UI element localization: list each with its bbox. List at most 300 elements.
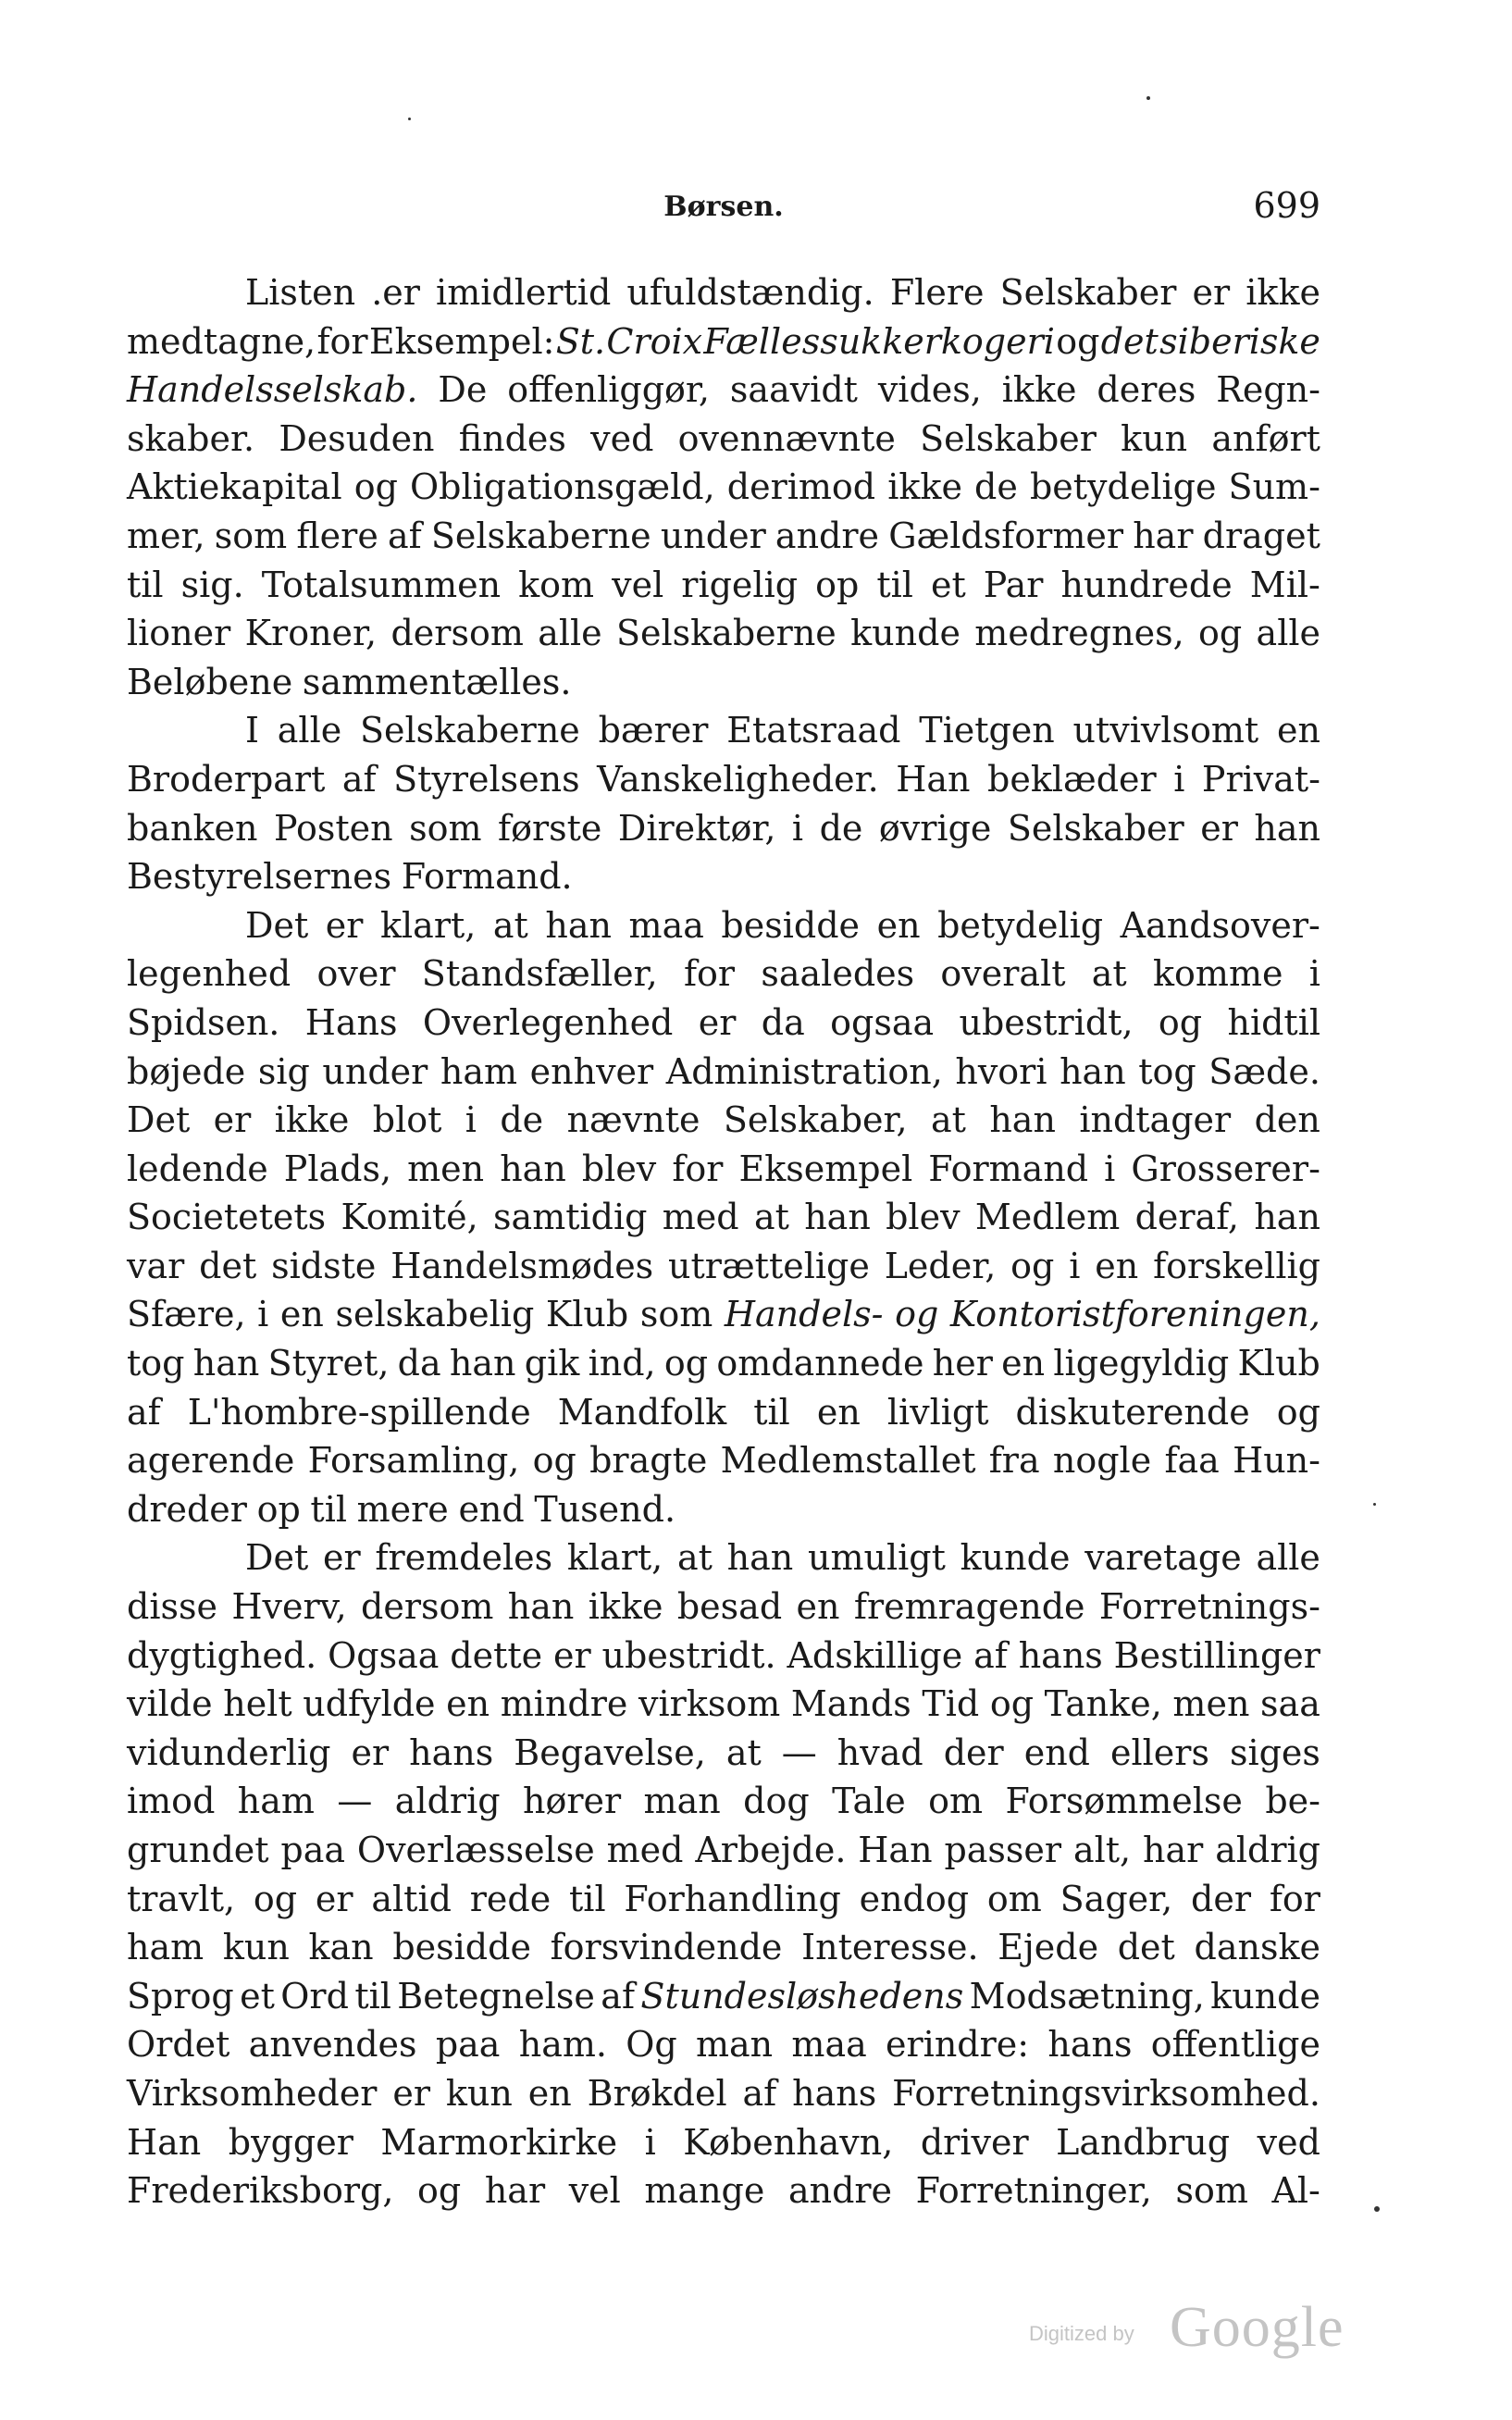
word: Styret, bbox=[267, 1343, 390, 1384]
word: draget bbox=[1202, 515, 1320, 556]
word: dette bbox=[450, 1634, 543, 1676]
word: Hverv, bbox=[231, 1586, 347, 1628]
text-line bbox=[127, 512, 1320, 561]
text-line bbox=[127, 706, 1320, 755]
word: kunde bbox=[960, 1537, 1071, 1579]
text-line bbox=[127, 1339, 1320, 1388]
text-line bbox=[127, 1582, 1320, 1632]
word: af bbox=[387, 515, 422, 556]
word: Sfære, bbox=[127, 1294, 246, 1335]
word: beklæder bbox=[987, 758, 1157, 800]
word: be- bbox=[1265, 1781, 1320, 1822]
word: om bbox=[928, 1781, 984, 1822]
word: med bbox=[606, 1830, 684, 1870]
word: Posten bbox=[273, 807, 393, 849]
word: danske bbox=[1194, 1927, 1320, 1968]
word: siberiske bbox=[1159, 320, 1320, 362]
word: Ejede bbox=[998, 1927, 1099, 1968]
word: han bbox=[507, 1586, 575, 1628]
word: Tanke, bbox=[1044, 1683, 1162, 1725]
paragraph bbox=[127, 706, 1320, 900]
word: — bbox=[337, 1781, 373, 1822]
word: gik bbox=[524, 1343, 580, 1384]
word: og bbox=[1010, 1245, 1055, 1286]
word: end bbox=[1023, 1731, 1090, 1773]
word: over bbox=[316, 953, 396, 995]
word: er bbox=[351, 1731, 390, 1773]
word: Bestillinger bbox=[1113, 1634, 1320, 1676]
word: Eksempel: bbox=[368, 320, 555, 362]
word: hans bbox=[1047, 2024, 1133, 2066]
word: udfylde bbox=[303, 1683, 436, 1725]
word: og bbox=[663, 1343, 709, 1384]
word: utvivlsomt bbox=[1072, 710, 1259, 751]
text-line bbox=[127, 2020, 1320, 2069]
word: Begavelse, bbox=[514, 1731, 706, 1773]
word: blev bbox=[886, 1197, 960, 1238]
word: diskuterende bbox=[1015, 1391, 1250, 1433]
word: bygger bbox=[228, 2121, 353, 2163]
word: samtidig bbox=[493, 1197, 648, 1238]
word: Sager, bbox=[1060, 1878, 1173, 1919]
text-line bbox=[127, 2069, 1320, 2118]
word: Etatsraad bbox=[726, 710, 901, 751]
word: de bbox=[819, 807, 863, 849]
text-line bbox=[127, 1826, 1320, 1875]
word: ovennævnte bbox=[677, 417, 896, 459]
word: paa bbox=[435, 2024, 501, 2066]
word: Spidsen. bbox=[127, 1001, 280, 1043]
word: at bbox=[931, 1099, 966, 1141]
word: medregnes, bbox=[974, 613, 1184, 654]
word: den bbox=[1254, 1099, 1320, 1141]
word: Ord bbox=[280, 1975, 349, 2017]
word: rede bbox=[469, 1878, 552, 1919]
word: Leder, bbox=[884, 1245, 997, 1286]
word: i bbox=[791, 807, 804, 849]
word: at bbox=[753, 1197, 789, 1238]
word: ogsaa bbox=[830, 1001, 935, 1043]
word: men bbox=[1172, 1683, 1250, 1725]
text-line bbox=[127, 1485, 1320, 1534]
word: af bbox=[341, 758, 377, 800]
word: og bbox=[417, 2170, 462, 2212]
text-line bbox=[127, 999, 1320, 1048]
word: en bbox=[876, 904, 921, 946]
word: Han bbox=[896, 758, 971, 800]
word: fremdeles bbox=[375, 1537, 553, 1579]
word: han bbox=[989, 1099, 1056, 1141]
word: Handelsselskab. bbox=[127, 369, 418, 411]
word: Arbejde. bbox=[695, 1830, 847, 1870]
word: har bbox=[484, 2170, 546, 2212]
page-number: 699 bbox=[1253, 185, 1320, 226]
paragraph bbox=[127, 1533, 1320, 2215]
word: legenhed bbox=[127, 953, 291, 995]
word: hvad bbox=[837, 1731, 923, 1773]
text-line bbox=[127, 1875, 1320, 1924]
word: faa bbox=[1164, 1440, 1220, 1482]
word: Marmorkirke bbox=[380, 2121, 618, 2163]
word: ufuldstændig. bbox=[626, 272, 874, 313]
word: Og bbox=[626, 2024, 677, 2066]
word: og bbox=[253, 1878, 298, 1919]
scan-speck bbox=[408, 118, 411, 120]
word: anført bbox=[1211, 417, 1320, 459]
word: han bbox=[449, 1343, 516, 1384]
word: der bbox=[1191, 1878, 1252, 1919]
word: Stundesløshedens bbox=[640, 1975, 964, 2017]
word: findes bbox=[458, 417, 566, 459]
word: dog bbox=[743, 1781, 810, 1822]
word: til bbox=[753, 1391, 790, 1433]
word: aldrig bbox=[394, 1781, 501, 1822]
word: der bbox=[943, 1731, 1004, 1773]
word: Vanskeligheder. bbox=[597, 758, 879, 800]
word: offentlige bbox=[1150, 2024, 1320, 2066]
word: nogle bbox=[1052, 1440, 1152, 1482]
word: Selskaberne bbox=[616, 613, 837, 654]
text-line bbox=[127, 901, 1320, 950]
word: alle bbox=[1256, 1537, 1320, 1579]
text-line bbox=[127, 1242, 1320, 1291]
word: Ordet bbox=[127, 2024, 230, 2066]
text-line bbox=[127, 949, 1320, 999]
word: komme bbox=[1153, 953, 1283, 995]
text-line bbox=[127, 1777, 1320, 1826]
word: skaber. bbox=[127, 417, 255, 459]
word: kom bbox=[518, 564, 595, 605]
word: Desuden bbox=[279, 417, 435, 459]
word: et bbox=[930, 564, 966, 605]
word: Forsømmelse bbox=[1005, 1781, 1243, 1822]
word: Selskaber bbox=[999, 272, 1177, 313]
word: Selskaberne bbox=[360, 710, 580, 751]
word: helt bbox=[223, 1683, 292, 1725]
word: ikke bbox=[588, 1586, 663, 1628]
word: mange bbox=[644, 2170, 765, 2212]
word: og bbox=[1276, 1391, 1320, 1433]
word: Sum- bbox=[1228, 466, 1320, 508]
word: varetage bbox=[1084, 1537, 1242, 1579]
word: ham bbox=[440, 1050, 518, 1092]
word: som bbox=[639, 1294, 713, 1335]
word: Formand. bbox=[401, 856, 573, 898]
word: deraf, bbox=[1134, 1197, 1240, 1238]
word: første bbox=[498, 807, 602, 849]
word: Overlegenhed bbox=[422, 1001, 674, 1043]
word: Croix bbox=[606, 320, 703, 362]
word: forsvindende bbox=[550, 1927, 783, 1968]
word: Virksomheder bbox=[127, 2072, 378, 2114]
word: Societetets bbox=[127, 1197, 327, 1238]
word: og bbox=[1158, 1001, 1203, 1043]
word: ikke bbox=[1246, 272, 1320, 313]
word: Beløbene bbox=[127, 661, 293, 702]
word: til bbox=[310, 1488, 347, 1530]
word: dersom bbox=[390, 613, 524, 654]
word: Overlæsselse bbox=[356, 1830, 595, 1870]
word: Hans bbox=[304, 1001, 398, 1043]
word: disse bbox=[127, 1586, 217, 1628]
word: Hun- bbox=[1233, 1440, 1320, 1482]
word: et bbox=[240, 1975, 275, 2017]
word: Fællessukkerkogeri bbox=[703, 320, 1055, 362]
word: for bbox=[672, 1148, 724, 1189]
text-line bbox=[127, 317, 1320, 366]
word: Forsamling, bbox=[307, 1440, 520, 1482]
word: Plads, bbox=[283, 1148, 392, 1189]
word: i bbox=[465, 1099, 477, 1141]
word: som bbox=[409, 807, 482, 849]
word: agerende bbox=[127, 1440, 295, 1482]
word: har bbox=[1143, 1830, 1204, 1870]
google-logo: Google bbox=[1170, 2296, 1345, 2359]
word: Aandsover- bbox=[1120, 904, 1320, 946]
word: en bbox=[1095, 1245, 1139, 1286]
word: sig. bbox=[180, 564, 244, 605]
word: er bbox=[553, 1634, 591, 1676]
word: op bbox=[256, 1488, 301, 1530]
word: hans bbox=[409, 1731, 494, 1773]
word: Listen bbox=[245, 272, 356, 313]
word: siges bbox=[1229, 1731, 1320, 1773]
word: Forretnings- bbox=[1098, 1586, 1320, 1628]
word: Bestyrelsernes bbox=[127, 856, 392, 898]
word: blot bbox=[372, 1099, 442, 1141]
word: han bbox=[1060, 1050, 1126, 1092]
text-line bbox=[127, 366, 1320, 415]
word: at bbox=[676, 1537, 713, 1579]
word: Administration, bbox=[665, 1050, 943, 1092]
word: endog bbox=[859, 1878, 970, 1919]
word: til bbox=[876, 564, 913, 605]
running-head bbox=[127, 185, 1320, 231]
word: saa bbox=[1260, 1683, 1320, 1725]
word: ham bbox=[237, 1781, 315, 1822]
word: livligt bbox=[886, 1391, 989, 1433]
word: enhver bbox=[529, 1050, 654, 1092]
word: ellers bbox=[1110, 1731, 1209, 1773]
word: vides, bbox=[877, 369, 982, 411]
word: af bbox=[601, 1975, 636, 2017]
word: det bbox=[1100, 320, 1159, 362]
word: bøjede bbox=[127, 1050, 246, 1092]
word: Brøkdel bbox=[587, 2072, 727, 2114]
word: Medlemstallet bbox=[720, 1440, 976, 1482]
word: Tusend. bbox=[534, 1488, 676, 1530]
word: Handelsmødes bbox=[390, 1245, 654, 1286]
word: sammentælles. bbox=[302, 661, 572, 702]
word: man bbox=[695, 2024, 774, 2066]
word: øvrige bbox=[878, 807, 992, 849]
word: forskellig bbox=[1153, 1245, 1320, 1286]
word: Mandfolk bbox=[557, 1391, 727, 1433]
text-line bbox=[127, 1048, 1320, 1097]
word: anvendes bbox=[248, 2024, 417, 2066]
word: Kroner, bbox=[244, 613, 378, 654]
word: Regn- bbox=[1216, 369, 1320, 411]
word: imod bbox=[127, 1781, 216, 1822]
word: vel bbox=[568, 2170, 621, 2212]
word: indtager bbox=[1079, 1099, 1232, 1141]
word: Mands bbox=[790, 1683, 911, 1725]
word: mer, bbox=[127, 515, 205, 556]
word: ved bbox=[590, 417, 654, 459]
word: har bbox=[1133, 515, 1194, 556]
word: Styrelsens bbox=[393, 758, 580, 800]
word: de bbox=[974, 466, 1018, 508]
word: Formand bbox=[928, 1148, 1089, 1189]
word: at bbox=[725, 1731, 762, 1773]
word: som bbox=[214, 515, 288, 556]
word: Betegnelse bbox=[397, 1975, 595, 2017]
word: i bbox=[1308, 953, 1320, 995]
paragraph bbox=[127, 268, 1320, 706]
word: er bbox=[1192, 272, 1231, 313]
word: sidste bbox=[271, 1245, 377, 1286]
word: derimod bbox=[726, 466, 876, 508]
word: op bbox=[815, 564, 860, 605]
word: aldrig bbox=[1215, 1830, 1320, 1870]
text-line bbox=[127, 1533, 1320, 1582]
word: Forretningsvirksomhed. bbox=[892, 2072, 1320, 2114]
text-line bbox=[127, 1436, 1320, 1485]
word: umuligt bbox=[808, 1537, 946, 1579]
word: hans bbox=[1018, 1634, 1103, 1676]
word: deres bbox=[1097, 369, 1196, 411]
word: alt, bbox=[1072, 1830, 1132, 1870]
word: i bbox=[1069, 1245, 1081, 1286]
word: han bbox=[1254, 807, 1320, 849]
text-line bbox=[127, 609, 1320, 658]
word: .er bbox=[371, 272, 420, 313]
word: alle bbox=[1256, 613, 1320, 654]
word: Det bbox=[127, 1099, 191, 1141]
word: Tietgen bbox=[919, 710, 1055, 751]
word: medtagne, bbox=[127, 320, 316, 362]
digitized-label: Digitized by bbox=[1029, 2322, 1134, 2345]
word: han bbox=[1254, 1197, 1320, 1238]
word: klart, bbox=[566, 1537, 663, 1579]
word: saavidt bbox=[729, 369, 858, 411]
text-line bbox=[127, 2118, 1320, 2167]
word: Det bbox=[245, 1537, 309, 1579]
word: han bbox=[804, 1197, 871, 1238]
word: omdannede bbox=[716, 1343, 924, 1384]
text-line bbox=[127, 561, 1320, 610]
word: besidde bbox=[721, 904, 861, 946]
word: da bbox=[761, 1001, 805, 1043]
word: banken bbox=[127, 807, 258, 849]
word: offenliggør, bbox=[507, 369, 710, 411]
word: kunde bbox=[850, 613, 960, 654]
word: ved bbox=[1257, 2121, 1320, 2163]
word: kunde bbox=[1210, 1975, 1320, 2017]
word: Klub bbox=[545, 1294, 629, 1335]
word: Forretninger, bbox=[915, 2170, 1152, 2212]
body-text bbox=[127, 268, 1320, 2215]
word: sig bbox=[257, 1050, 310, 1092]
word: Modsætning, bbox=[969, 1975, 1205, 2017]
word: dygtighed. bbox=[127, 1634, 317, 1676]
paragraph bbox=[127, 901, 1320, 1534]
word: blev bbox=[581, 1148, 657, 1189]
word: kan bbox=[308, 1927, 374, 1968]
word: saaledes bbox=[761, 953, 915, 995]
word: lioner bbox=[127, 613, 231, 654]
word: ham. bbox=[518, 2024, 607, 2066]
text-line bbox=[127, 852, 1320, 901]
text-line bbox=[127, 1729, 1320, 1778]
word: bærer bbox=[598, 710, 709, 751]
scan-speck bbox=[1373, 1503, 1376, 1506]
word: Sprog bbox=[127, 1975, 234, 2017]
word: klart, bbox=[379, 904, 477, 946]
word: ikke bbox=[274, 1099, 350, 1141]
word: men bbox=[407, 1148, 485, 1189]
scan-speck bbox=[1146, 96, 1150, 100]
word: L'hombre-spillende bbox=[187, 1391, 531, 1433]
word: Han bbox=[127, 2121, 202, 2163]
word: i bbox=[1173, 758, 1185, 800]
word: maa bbox=[628, 904, 704, 946]
text-line bbox=[127, 1972, 1320, 2021]
word: Selskaberne bbox=[430, 515, 651, 556]
word: er bbox=[392, 2072, 431, 2114]
word: som bbox=[1175, 2170, 1248, 2212]
word: erindre: bbox=[886, 2024, 1030, 2066]
word: er bbox=[325, 904, 364, 946]
text-line bbox=[127, 415, 1320, 464]
word: for bbox=[316, 320, 368, 362]
word: passer bbox=[944, 1830, 1062, 1870]
word: Landbrug bbox=[1056, 2121, 1231, 2163]
word: betydelige bbox=[1029, 466, 1217, 508]
word: Mil- bbox=[1249, 564, 1320, 605]
word: for bbox=[1269, 1878, 1320, 1919]
word: han bbox=[500, 1148, 566, 1189]
word: Komité, bbox=[341, 1197, 478, 1238]
word: overalt bbox=[940, 953, 1066, 995]
word: og bbox=[353, 466, 398, 508]
word: Tid bbox=[922, 1683, 980, 1725]
text-line bbox=[127, 1096, 1320, 1145]
word: rigelig bbox=[681, 564, 799, 605]
word: hører bbox=[522, 1781, 622, 1822]
text-line bbox=[127, 1680, 1320, 1729]
word: travlt, bbox=[127, 1878, 236, 1919]
word: Broderpart bbox=[127, 758, 326, 800]
word: kun bbox=[1121, 417, 1188, 459]
word: i bbox=[257, 1294, 269, 1335]
word: — bbox=[781, 1731, 817, 1773]
word: med bbox=[662, 1197, 739, 1238]
word: var bbox=[127, 1245, 185, 1286]
word: Al- bbox=[1271, 2170, 1320, 2212]
word: og bbox=[989, 1683, 1035, 1725]
word: og bbox=[1056, 320, 1100, 362]
word: en bbox=[1276, 710, 1320, 751]
word: mere bbox=[356, 1488, 449, 1530]
word: hans bbox=[792, 2072, 877, 2114]
word: Handels- bbox=[724, 1294, 884, 1335]
word: hidtil bbox=[1227, 1001, 1320, 1043]
word: fra bbox=[988, 1440, 1040, 1482]
word: i bbox=[644, 2121, 656, 2163]
word: altid bbox=[371, 1878, 452, 1919]
word: kun bbox=[445, 2072, 513, 2114]
